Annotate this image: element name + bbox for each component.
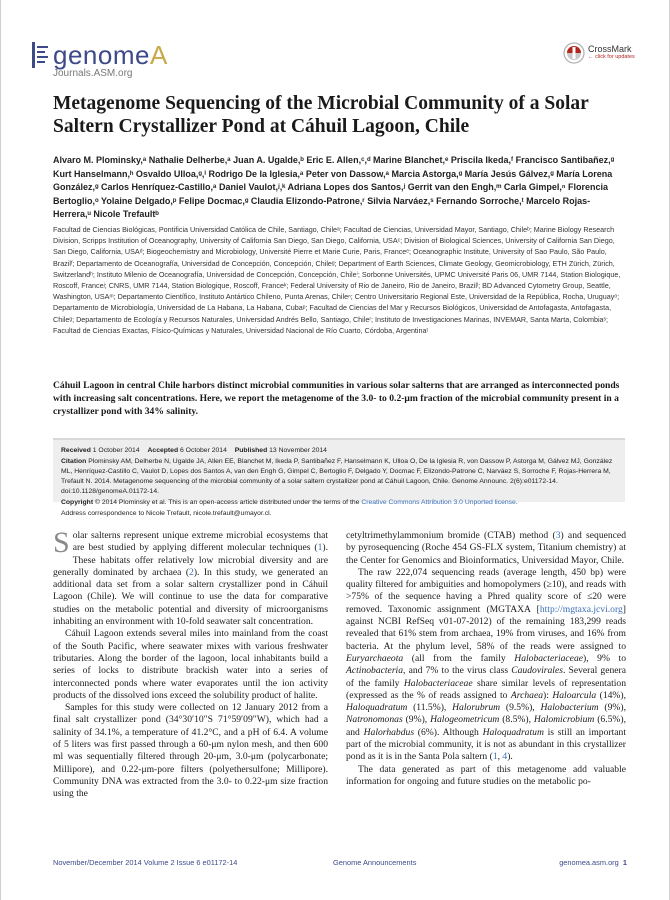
taxon-name: Halorhabdus (363, 726, 415, 738)
affiliations: Facultad de Ciencias Biológicas, Pontificia Universidad Católica de Chile, Santiago, Chileᵃ; Facultad de Ciencias, Universidad Mayor, Santiago, Chileᵇ; Marine Biology Research Division, Scripps Institution of Oceanography, University of California San Diego, San Diego, California, USAᶜ; Division of Biological Sciences, University of California San Diego, San Diego, California, USAᵈ; Biogeochemistry and Microbiology, Université Pierre et Marie Curie, Paris, Franceᵉ; Oceanographic Institute, University of Sao Paulo, São Paulo, Brazilᶠ; Departamento de Oceanografía, Universidad de Concepción, Concepción, Chileᵍ; Department of Earth Sciences, Climate Geology, Geomicrobiology, ETH Zürich, Zürich, Switzerlandʰ; Instituto Milenio de Oceanografía, Universidad de Concepción, Concepción, Chileⁱ; Sorbonne Universités, UPMC Université Paris 06, UMR 7144, Station Biologique, Roscoff, Franceʲ; CNRS, UMR 7144, Station Biologique, Roscoff, Franceᵏ; Federal University of Rio de Janeiro, Rio de Janeiro, Brazilˡ; BD Advanced Cytometry Group, Seattle, Washington, USAᵐ; Departamento Científico, Instituto Antártico Chileno, Punta Arenas, Chileⁿ; Centro Universitario Regional Este, Universidad de la República, Rocha, Uruguayᵒ; Departamento de Microbiología, Universidad de La Habana, La Habana, Cubaᵖ; Facultad de Ciencias del Mar y Recursos Biológicos, Universidad de Antofagasta, Antofagasta, Chileᵍ; Departamento de Ecología y Recursos Naturales, Universidad Andrés Bello, Santiago, Chileʳ; Instituto de Investigaciones Marinas, INVEMAR, Santa Marta, Colombiaˢ; Facultad de Ciencias Exactas, Físico-Químicas y Naturales, Universidad Nacional de Río Cuarto, Córdoba, Argentinaᵗ (53, 225, 621, 335)
taxon-name: Halogeometricum (430, 714, 500, 726)
taxon-name: Natronomonas (346, 714, 403, 726)
logo-subtitle: Journals.ASM.org (53, 68, 133, 79)
text-run: ). These habitats offer relatively low microbial diversity and are generally dominated by archaea ( (53, 542, 328, 578)
taxon-name: Actinobacteria (346, 665, 404, 677)
issue-info: November/December 2014 Volume 2 Issue 6 e01172-14 (53, 858, 238, 867)
copyright-label: Copyright (61, 499, 94, 506)
taxon-name: Halobacterium (540, 702, 599, 714)
text-run: , and 7% to the virus class (403, 665, 512, 677)
citation-text: Plominsky AM, Delherbe N, Ugalde JA, Allen EE, Blanchet M, Ikeda P, Santibañez F, Hanselmann K, Ulloa O, De la Iglesia R, von Dassow P, Astorga M, Gálvez MJ, González ML, Henríquez-Castillo C, Vaulot D, Lopes dos Santos A, van den Engh G, Gimpel C, Bertoglio F, Delgado Y, Docmac F, Elizondo-Patrone C, Narváez S, Sorroche F, Rojas-Herrera M, Trefault N. 2014. Metagenome sequencing of the microbial community of a solar saltern crystallizer pond at Cáhuil Lagoon, Chile. Genome Announc. 2(6):e01172-14. doi:10.1128/genomeA.01172-14. (61, 458, 613, 495)
text-run: ). (507, 751, 513, 763)
copyright-row (61, 498, 617, 508)
crossmark-sub: ← click for updates (588, 54, 635, 60)
article-info-box (53, 438, 625, 517)
footer-right (503, 858, 627, 867)
text-run: (9%), (598, 702, 626, 714)
dna-logo-icon (29, 40, 51, 70)
text-run: (11.5%), (407, 702, 453, 714)
logo-wordmark (53, 40, 168, 71)
license-link[interactable]: Creative Commons Attribution 3.0 Unported license (361, 499, 516, 506)
published-label: Published (234, 447, 268, 454)
author-list: Alvaro M. Plominsky,ᵃ Nathalie Delherbe,ᵃ Juan A. Ugalde,ᵇ Eric E. Allen,ᶜ,ᵈ Marine Blanchet,ᵉ Priscila Ikeda,ᶠ Francisco Santibañez,ᵍ Kurt Hanselmann,ʰ Osvaldo Ulloa,ᵍ,ⁱ Rodrigo De la Iglesia,ᵃ Peter von Dassow,ᵃ Marcia Astorga,ᵍ María Jesús Gálvez,ᵍ María Lorena González,ᵍ Carlos Henríquez-Castillo,ᵃ Daniel Vaulot,ʲ,ᵏ Adriana Lopes dos Santos,ʲ Gerrit van den Engh,ᵐ Carla Gimpel,ⁿ Florencia Bertoglio,ᵒ Yolaine Delgado,ᵖ Felipe Docmac,ᵍ Claudia Elizondo-Patrone,ʳ Silvia Narváez,ˢ Fernando Sorroche,ᵗ Marcelo Rojas-Herrera,ᵘ Nicole Trefaultᵇ (53, 155, 615, 220)
text-run: ] against NCBI RefSeq v01-07-2012) of the remaining 183,299 reads revealed that 61% stem from archaea, 19% from viruses, and 16% from bacteria. At the phylum level, 58% of the reads were assigned to (346, 603, 626, 652)
crossmark-label: CrossMark (588, 44, 632, 54)
citation-ref[interactable]: 3 (555, 530, 561, 541)
taxon-name: Halobacteriaceae (403, 677, 473, 689)
journal-site-link[interactable]: genomea.asm.org (559, 858, 619, 867)
body-paragraph (346, 530, 626, 567)
text-run: (9.5%), (500, 702, 541, 714)
journal-name: Genome Announcements (333, 858, 417, 867)
text-run: (14%), (596, 689, 627, 701)
drop-cap: S (53, 526, 70, 559)
text-run: . Several genera of the family (346, 665, 626, 689)
citation-label: Citation (61, 458, 87, 465)
journal-logo[interactable] (29, 38, 199, 80)
text-run: (8.5%), (499, 714, 534, 726)
text-run: , (497, 751, 503, 763)
taxon-name: Haloquadratum (346, 702, 408, 714)
text-run: (all from the family (403, 652, 515, 664)
crossmark-badge[interactable] (563, 42, 643, 66)
text-run: ). In this study, we generated an additional data set from a solar saltern crystallizer pond in Cáhuil Lagoon (Chile). We will continue to use the data for comparative studies on the metabolic potential and diversity of microorganisms inhabiting an environment with 10-fold seawater salt concentration. (53, 566, 328, 628)
text-run: olar salterns represent unique extreme microbial ecosystems that are best studied by applying different molecular techniques ( (72, 530, 328, 554)
text-run: cetyltrimethylammonium bromide (CTAB) method ( (346, 530, 556, 541)
body-paragraph (346, 567, 626, 764)
taxon-name: Caudovirales (511, 665, 563, 677)
text-run: is still an important part of the microbial community, it is not as abundant in this crystallizer pond as it is in the Santa Pola saltern ( (346, 726, 626, 763)
correspondence-row: Address correspondence to Nicole Trefault, nicole.trefault@umayor.cl. (61, 510, 272, 517)
taxon-name: Halobacteriaceae (514, 652, 583, 664)
abstract: Cáhuil Lagoon in central Chile harbors distinct microbial communities in various solar salterns that are arranged as interconnected ponds with increasing salt concentrations. Here, we report the metagenome of the 3.0- to 0.2-μm fraction of the microbial community present in a crystallizer pond with 34% salinity. (53, 380, 620, 417)
body-paragraph: Cáhuil Lagoon extends several miles into mainland from the coast of the South Pacific, where seawater mixes with various freshwater tributaries. Along the border of the lagoon, local inhabitants build a series of locks to distribute brackish water into a series of interconnected ponds where water evaporates until the ion activity products of the dissolved ions exceed the solubility product of halite. (53, 628, 328, 701)
mgtaxa-link[interactable]: http://mgtaxa.jcvi.org (539, 603, 623, 615)
citation-ref[interactable]: 2 (189, 566, 194, 578)
citation-row (61, 457, 617, 497)
text-run: ): (543, 689, 553, 701)
body-paragraph: The data generated as part of this metagenome add valuable information for ongoing and future studies on the metabolic po- (346, 763, 626, 787)
taxon-name: Haloquadratum (482, 726, 544, 738)
taxon-name: Archaea (510, 689, 544, 701)
accepted-label: Accepted (147, 447, 179, 454)
text-run: The raw 222,074 sequencing reads (average length, 450 bp) were quality filtered for ambiguities and homopolymers (≥10), and reads with >75% of the sequence having a Phred quality score of ≤20 were removed. Taxonomic assignment (MGTAXA [ (346, 566, 626, 615)
published-date: 13 November 2014 (269, 447, 327, 454)
dates-row (61, 446, 617, 456)
page-number: 1 (622, 858, 627, 867)
logo-word-accent: A (149, 40, 168, 70)
citation-ref[interactable]: 1 (492, 751, 498, 763)
citation-ref[interactable]: 1 (317, 542, 323, 554)
text-run: (6.5%), and (346, 714, 626, 738)
body-column-right (346, 530, 626, 788)
accepted-date: 6 October 2014 (180, 447, 227, 454)
text-run: ) and sequenced by pyrosequencing (Roche 454 GS-FLX system, Titanium chemistry) at the Center for Genomics and Bioinformatics, Universidad Mayor, Chile. (346, 530, 626, 566)
crossmark-icon (563, 42, 585, 64)
copyright-text: © 2014 Plominsky et al. This is an open-access article distributed under the terms of the (94, 499, 362, 506)
body-column-left (53, 526, 328, 801)
received-date: 1 October 2014 (92, 447, 140, 454)
article-title: Metagenome Sequencing of the Microbial Community of a Solar Saltern Crystallizer Pond at Cáhuil Lagoon, Chile (53, 93, 589, 137)
citation-ref[interactable]: 4 (502, 751, 508, 763)
logo-word-main: genome (53, 40, 150, 70)
taxon-name: Haloarcula (552, 689, 597, 701)
taxon-name: Halorubrum (452, 702, 501, 714)
taxon-name: Euryarchaeota (346, 652, 404, 664)
copyright-end: . (515, 499, 518, 506)
body-paragraph: Samples for this study were collected on 12 January 2012 from a final salt crystallizer pond (34°30′10″S 71°59′09″W), which had a salinity of 34.1%, a temperature of 41.2°C, and a pH of 6.4. A volume of 5 liters was first passed through a 60-μm nylon mesh, and then 600 ml was sequentially filtered through 20-μm, 3.0-μm (polycarbonate; Millipore), and 0.22-μm-pore filters (polyethersulfone; Millipore). Community DNA was extracted from the 3.0- to 0.22-μm size fraction using the (53, 702, 328, 800)
text-run: share similar levels of representation (expressed as the % of reads assigned to (346, 677, 627, 701)
body-paragraph (53, 526, 328, 628)
text-run: ), 9% to (583, 652, 626, 664)
taxon-name: Halomicrobium (533, 714, 595, 726)
received-label: Received (61, 447, 91, 454)
text-run: (9%), (402, 714, 431, 726)
text-run: (6%). Although (414, 726, 483, 738)
